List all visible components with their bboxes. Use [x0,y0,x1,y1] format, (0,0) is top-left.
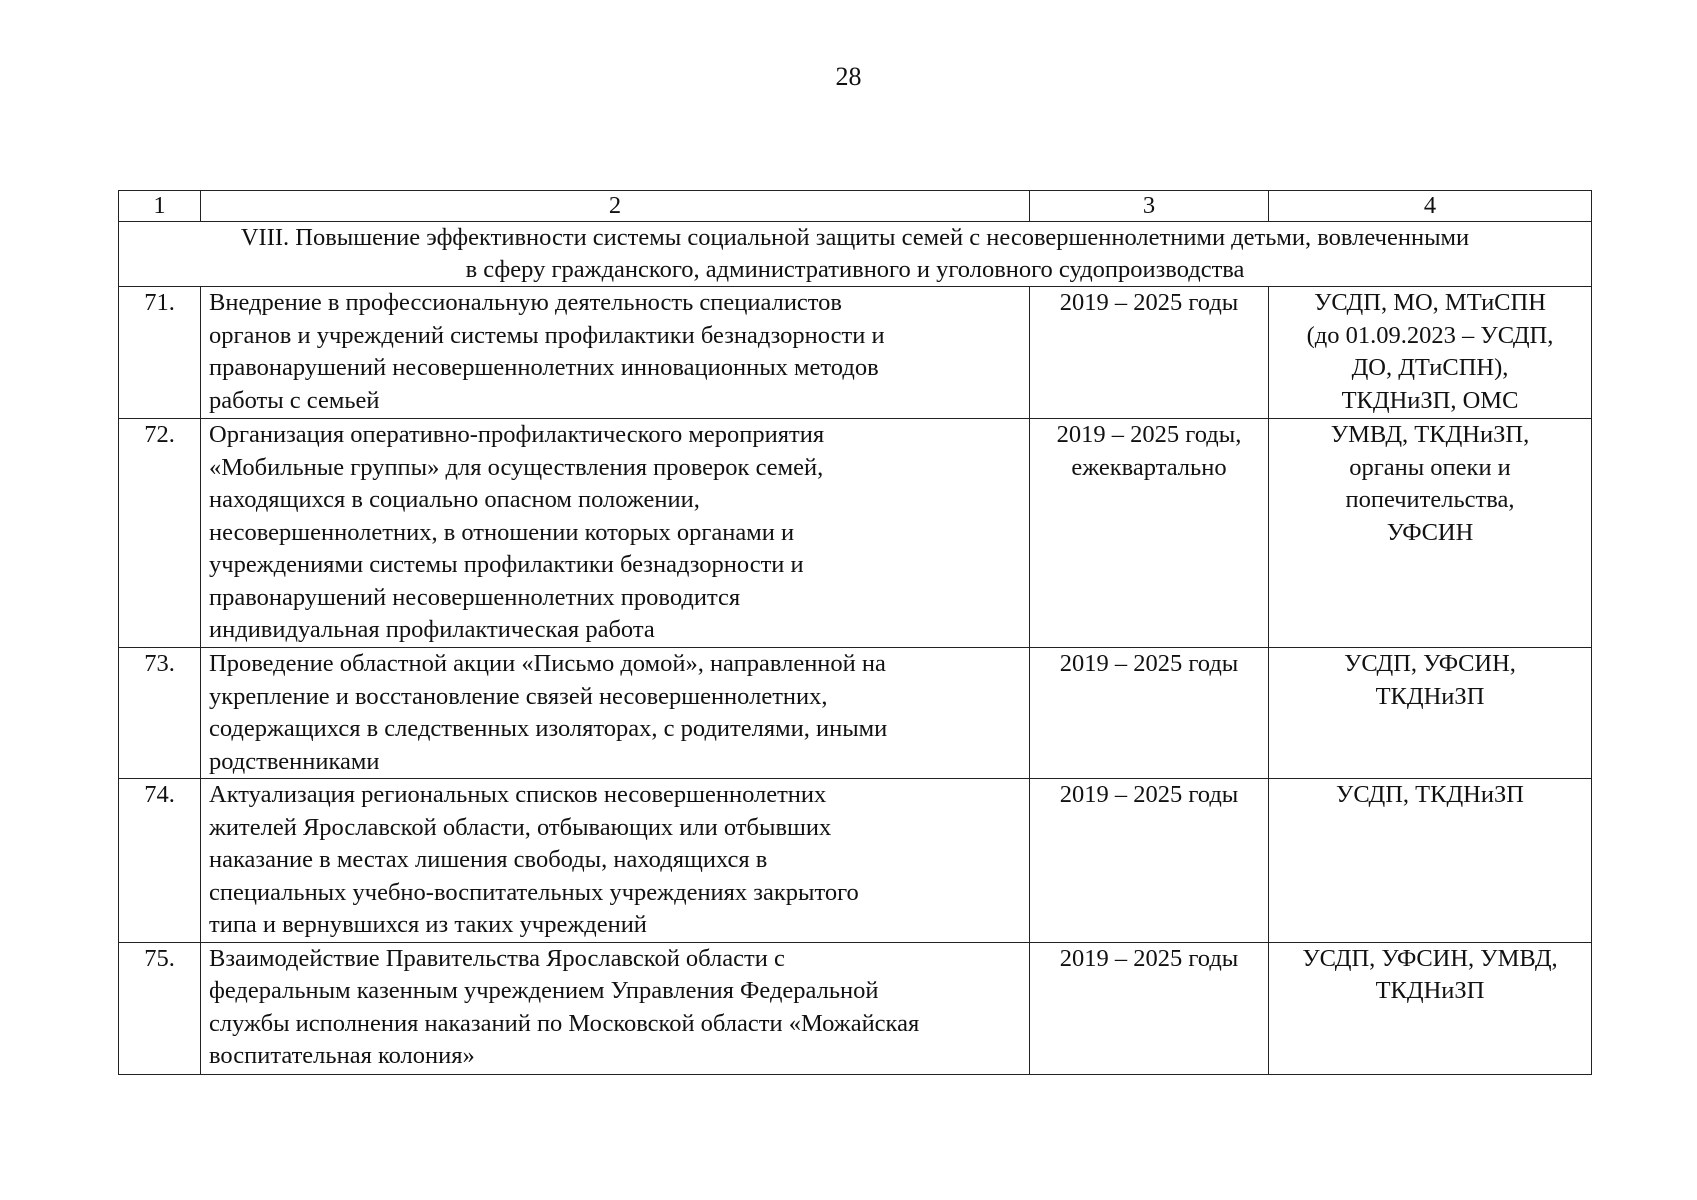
row-number [119,942,201,1074]
measure-executors [1269,779,1592,943]
title-line: укрепление и восстановление связей несовершеннолетних, [209,682,828,710]
measure-period [1030,648,1269,779]
measure-executors [1269,648,1592,779]
table-row [119,942,1592,1074]
executor-line: УФСИН [1386,518,1474,546]
executor-line: (до 01.09.2023 – УСДП, [1306,321,1554,349]
row-number-text: 73. [144,650,175,677]
measures-table [118,190,1592,1075]
measure-title [201,648,1030,779]
title-line: работы с семьей [209,386,380,414]
executor-line: попечительства, [1345,486,1515,513]
period-line: ежеквартально [1071,453,1227,481]
section-title [119,222,1592,287]
title-line: учреждениями системы профилактики безнадзорности и [209,551,804,578]
title-line: Актуализация региональных списков несовершеннолетних [209,781,827,808]
table-row [119,287,1592,419]
section-row [119,222,1592,287]
executor-line: органы опеки и [1349,453,1511,481]
page-number: 28 [835,62,862,91]
measure-executors [1269,419,1592,648]
title-line: Взаимодействие Правительства Ярославской области с [209,944,785,972]
executor-line: ТКДНиЗП [1375,682,1485,710]
title-line: «Мобильные группы» для осуществления проверок семей, [209,453,824,481]
title-line: правонарушений несовершеннолетних инновационных методов [209,354,879,381]
row-number-text: 75. [144,944,175,972]
measure-executors [1269,287,1592,419]
row-number [119,287,201,419]
section-title-line: в сферу гражданского, административного и уголовного судопроизводства [465,256,1245,283]
measure-period [1030,419,1269,648]
row-number [119,419,201,648]
title-line: жителей Ярославской области, отбывающих или отбывших [209,813,832,841]
row-number-text: 74. [144,781,175,808]
table-header-row [119,191,1592,222]
title-line: индивидуальная профилактическая работа [209,616,655,643]
title-line: несовершеннолетних, в отношении которых органами и [209,518,795,546]
title-line: Организация оперативно-профилактического мероприятия [209,421,825,448]
period-line: 2019 – 2025 годы, [1056,421,1242,448]
header-cell-3: 3 [1030,191,1269,222]
title-line: воспитательная колония» [209,1042,475,1069]
title-line: специальных учебно-воспитательных учреждениях закрытого [209,878,859,906]
title-line: органов и учреждений системы профилактики безнадзорности и [209,321,885,349]
executor-line: ДО, ДТиСПН), [1351,354,1509,381]
measure-executors [1269,942,1592,1074]
executor-line: УСДП, МО, МТиСПН [1314,289,1546,316]
period-line: 2019 – 2025 годы [1059,289,1239,316]
measure-period [1030,779,1269,943]
table-row [119,419,1592,648]
title-line: федеральным казенным учреждением Управления Федеральной [209,977,879,1004]
period-line: 2019 – 2025 годы [1059,650,1239,677]
table-row [119,779,1592,943]
header-cell-1: 1 [119,191,201,222]
row-number [119,779,201,943]
executor-line: УСДП, УФСИН, УМВД, [1302,944,1558,972]
title-line: наказание в местах лишения свободы, находящихся в [209,846,768,873]
title-line: родственниками [209,747,380,775]
period-line: 2019 – 2025 годы [1059,944,1239,972]
title-line: правонарушений несовершеннолетних проводится [209,583,741,611]
table-row [119,648,1592,779]
section-title-line: VIII. Повышение эффективности системы социальной защиты семей с несовершеннолетними детьми, вовлеченными [240,224,1470,251]
measure-title [201,779,1030,943]
row-number-text: 71. [144,289,175,316]
title-line: Внедрение в профессиональную деятельность специалистов [209,289,843,316]
row-number-text: 72. [144,421,175,448]
executor-line: УМВД, ТКДНиЗП, [1330,421,1530,448]
executor-line: УСДП, ТКДНиЗП [1336,781,1524,808]
title-line: типа и вернувшихся из таких учреждений [209,911,647,938]
measure-title [201,419,1030,648]
title-line: содержащихся в следственных изоляторах, с родителями, иными [209,715,888,742]
measure-period [1030,942,1269,1074]
measure-title [201,942,1030,1074]
header-cell-2: 2 [201,191,1030,222]
executor-line: ТКДНиЗП [1375,977,1485,1004]
executor-line: ТКДНиЗП, ОМС [1341,386,1519,414]
measure-period [1030,287,1269,419]
measure-title [201,287,1030,419]
header-cell-4: 4 [1269,191,1592,222]
period-line: 2019 – 2025 годы [1059,781,1239,808]
title-line: Проведение областной акции «Письмо домой», направленной на [209,650,886,677]
row-number [119,648,201,779]
executor-line: УСДП, УФСИН, [1344,650,1516,677]
title-line: находящихся в социально опасном положении, [209,486,700,513]
title-line: службы исполнения наказаний по Московской области «Можайская [209,1009,920,1037]
